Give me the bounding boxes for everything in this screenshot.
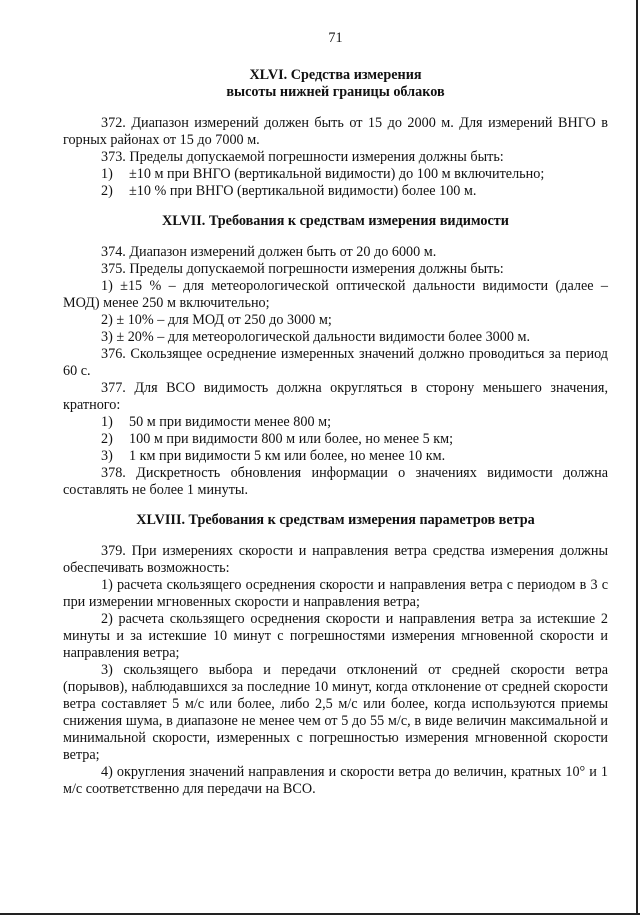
paragraph-374: 374. Диапазон измерений должен быть от 20 до 6000 м. <box>101 244 437 260</box>
list-item <box>63 431 608 448</box>
paragraph-379-item-3: 3) скользящего выбора и передачи отклонений от средней скорости ветра (порывов), наблюдавшихся за последние 10 минут, когда отклонение от средней скорости ветра составляет 5 м/с или более, либо 2,5 м/с или более, когда используются приемы снижения шума, в диапазоне не менее чем от 5 до 55 м/с, в виде величин максимальной и минимальной скорости, измеренных с погрешностью измерения мгновенной скорости ветра; <box>63 662 608 763</box>
list-item-text: ±10 м при ВНГО (вертикальной видимости) до 100 м включительно; <box>129 166 545 182</box>
list-item-number: 2) <box>101 183 113 199</box>
paragraph-375-item-1: 1) ±15 % – для метеорологической оптической дальности видимости (далее – МОД) менее 250 м включительно; <box>63 278 608 311</box>
paragraph-372: 372. Диапазон измерений должен быть от 15 до 2000 м. Для измерений ВНГО в горных районах от 15 до 7000 м. <box>63 115 608 148</box>
scan-border-right <box>636 0 638 915</box>
list-item-number: 1) <box>101 414 113 430</box>
list-item <box>63 448 608 465</box>
list-item-text: ±10 % при ВНГО (вертикальной видимости) более 100 м. <box>129 183 477 199</box>
paragraph-377: 377. Для ВСО видимость должна округляться в сторону меньшего значения, кратного: <box>63 380 608 413</box>
paragraph-379-item-1: 1) расчета скользящего осреднения скорости и направления ветра с периодом в 3 с при измерении мгновенных скорости и направления ветра; <box>63 577 608 610</box>
paragraph-376: 376. Скользящее осреднение измеренных значений должно проводиться за период 60 с. <box>63 346 608 379</box>
paragraph-379: 379. При измерениях скорости и направления ветра средства измерения должны обеспечивать возможность: <box>63 543 608 576</box>
paragraph-373: 373. Пределы допускаемой погрешности измерения должны быть: <box>101 149 504 165</box>
page-content <box>63 30 608 798</box>
section-title-line1: XLVI. Средства измерения <box>249 67 422 83</box>
list-item-text: 100 м при видимости 800 м или более, но менее 5 км; <box>129 431 454 447</box>
paragraph-379-item-2: 2) расчета скользящего осреднения скорости и направления ветра за истекшие 2 минуты и за истекшие 10 минут с погрешностями измерения мгновенной скорости и направления ветра; <box>63 611 608 661</box>
section-title-line2: высоты нижней границы облаков <box>226 84 445 100</box>
section-title: XLVIII. Требования к средствам измерения параметров ветра <box>136 512 535 528</box>
paragraph-375-item-3: 3) ± 20% – для метеорологической дальности видимости более 3000 м. <box>101 329 531 345</box>
paragraph-375-item-2: 2) ± 10% – для МОД от 250 до 3000 м; <box>101 312 332 328</box>
list-item-number: 2) <box>101 431 113 447</box>
page-number: 71 <box>328 30 343 46</box>
list-item-text: 50 м при видимости менее 800 м; <box>129 414 332 430</box>
list-item <box>63 183 608 200</box>
section-heading-xlvi <box>63 67 608 101</box>
section-heading-xlviii <box>63 512 608 529</box>
section-title: XLVII. Требования к средствам измерения видимости <box>162 213 509 229</box>
paragraph-379-item-4: 4) округления значений направления и скорости ветра до величин, кратных 10° и 1 м/с соответственно для передачи на ВСО. <box>63 764 608 797</box>
list-item <box>63 166 608 183</box>
paragraph-378: 378. Дискретность обновления информации о значениях видимости должна составлять не более 1 минуты. <box>63 465 608 498</box>
list-item <box>63 414 608 431</box>
list-item-text: 1 км при видимости 5 км или более, но менее 10 км. <box>129 448 446 464</box>
paragraph-375: 375. Пределы допускаемой погрешности измерения должны быть: <box>101 261 504 277</box>
section-heading-xlvii <box>63 213 608 230</box>
list-item-number: 1) <box>101 166 113 182</box>
list-item-number: 3) <box>101 448 113 464</box>
